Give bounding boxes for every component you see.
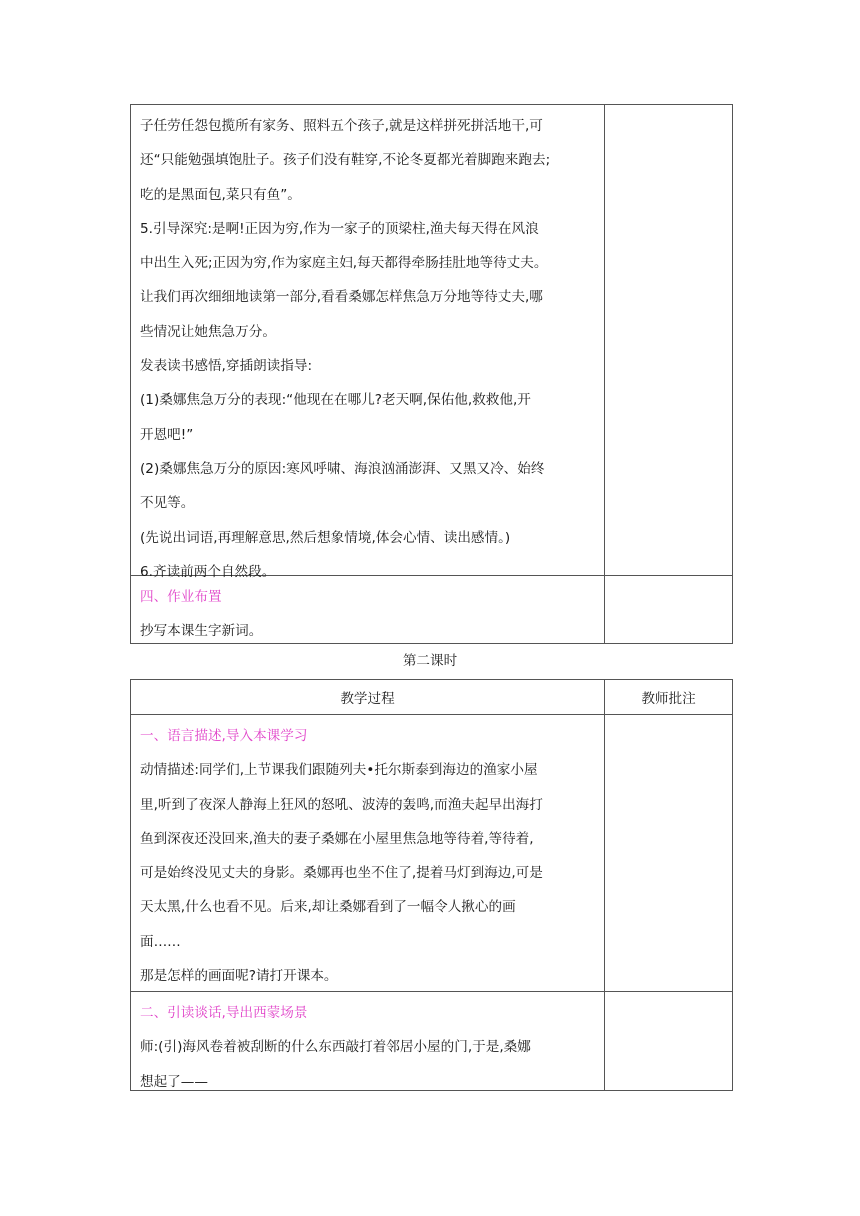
text-line: (1)桑娜焦急万分的表现:“他现在在哪儿?老天啊,保佑他,救救他,开 (140, 392, 531, 409)
text-line: 中出生入死;正因为穷,作为家庭主妇,每天都得牵肠挂肚地等待丈夫。 (140, 255, 548, 272)
part1-cell (131, 715, 605, 992)
part2-heading: 二、引读谈话,导出西蒙场景 (140, 1005, 308, 1021)
text-line: (2)桑娜焦急万分的原因:寒风呼啸、海浪汹涌澎湃、又黑又冷、始终 (140, 460, 545, 477)
part2-cell (131, 992, 605, 1091)
section-title: 第二课时 (402, 653, 458, 669)
text-line: 鱼到深夜还没回来,渔夫的妻子桑娜在小屋里焦急地等待着,等待着, (140, 830, 534, 847)
text-line: 6.齐读前两个自然段。 (140, 563, 276, 580)
text-line: 师:(引)海风卷着被刮断的什么东西敲打着邻居小屋的门,于是,桑娜 (140, 1039, 531, 1056)
text-line: 些情况让她焦急万分。 (140, 323, 276, 340)
text-line: 面…… (140, 933, 181, 950)
text-line: 天太黑,什么也看不见。后来,却让桑娜看到了一幅令人揪心的画 (140, 899, 516, 916)
homework-text: 抄写本课生字新词。 (140, 623, 263, 640)
process-cell (131, 105, 605, 580)
text-line: (先说出词语,再理解意思,然后想象情境,体会心情、读出感情。) (140, 529, 511, 546)
text-line: 让我们再次细细地读第一部分,看看桑娜怎样焦急万分地等待丈夫,哪 (140, 289, 543, 306)
teacher-notes-cell (605, 715, 733, 992)
text-line: 那是怎样的画面呢?请打开课本。 (140, 968, 338, 985)
lesson-table-second-period (130, 679, 733, 1091)
homework-cell (131, 576, 605, 644)
text-line: 可是始终没见丈夫的身影。桑娜再也坐不住了,提着马灯到海边,可是 (140, 865, 543, 882)
text-line: 还“只能勉强填饱肚子。孩子们没有鞋穿,不论冬夏都光着脚跑来跑去; (140, 152, 551, 169)
teacher-notes-cell (605, 992, 733, 1091)
header-teaching-process: 教学过程 (131, 680, 605, 715)
text-line: 不见等。 (140, 495, 195, 512)
lesson-table-continued (130, 104, 733, 644)
homework-heading: 四、作业布置 (140, 589, 222, 605)
text-line: 想起了—— (140, 1073, 208, 1090)
text-line: 开恩吧!” (140, 426, 194, 443)
header-teacher-notes: 教师批注 (605, 680, 733, 715)
teacher-notes-cell (605, 576, 733, 644)
text-line: 里,听到了夜深人静海上狂风的怒吼、波涛的轰鸣,而渔夫起早出海打 (140, 796, 543, 813)
teacher-notes-cell (605, 105, 733, 576)
text-line: 吃的是黑面包,菜只有鱼”。 (140, 186, 301, 203)
text-line: 动情描述:同学们,上节课我们跟随列夫•托尔斯泰到海边的渔家小屋 (140, 762, 538, 779)
text-line: 5.引导深究:是啊!正因为穷,作为一家子的顶梁柱,渔夫每天得在风浪 (140, 220, 539, 237)
text-line: 发表读书感悟,穿插朗读指导: (140, 358, 313, 375)
text-line: 子任劳任怨包揽所有家务、照料五个孩子,就是这样拼死拼活地干,可 (140, 118, 543, 134)
part1-heading: 一、语言描述,导入本课学习 (140, 728, 308, 744)
